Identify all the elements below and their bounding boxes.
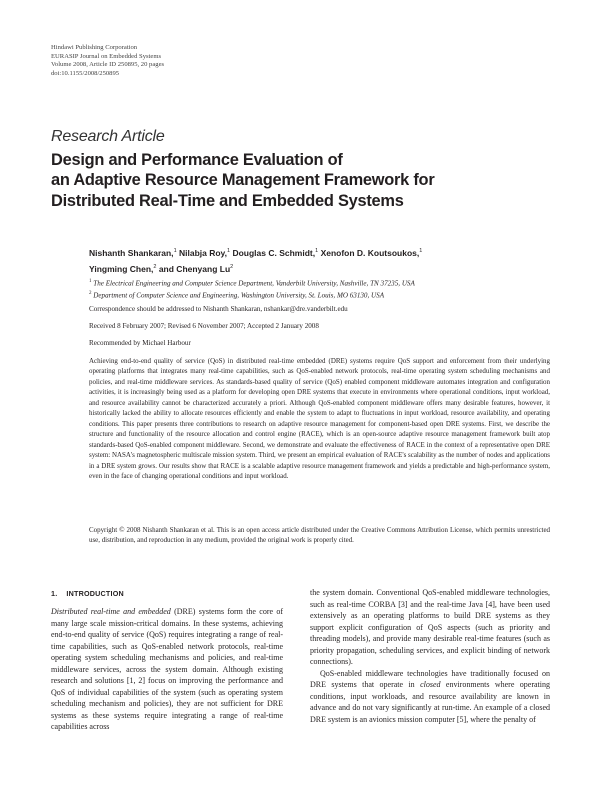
- journal-header: [51, 44, 164, 78]
- affiliation-1: [89, 277, 415, 289]
- affiliation-text: The Electrical Engineering and Computer Science Department, Vanderbilt University, Nashville, TN 37235, USA: [93, 279, 415, 288]
- journal-name-line: EURASIP Journal on Embedded Systems: [51, 52, 162, 60]
- author-line-1: [89, 244, 422, 260]
- paragraph-text: (DRE) systems form the core of many large scale mission-critical domains. In these systems, achieving end-to-end quality of service (QoS) requires integrating a range of real-time capabilities, such as QoS-enabled network protocols, real-time operating system scheduling mechanisms and policies, and real-time middleware services, across the system domain. Although existing research and solutions [1, 2] focus on improving the performance and QoS of individual capabilities of the system (such as operating system scheduling mechanism and policies), they are not sufficient for DRE systems as these systems require integrating a range of real-time capabilities across: [51, 607, 283, 731]
- author-name: Nilabja Roy,: [179, 247, 228, 258]
- author-name: Yingming Chen,: [89, 263, 154, 274]
- volume-line: Volume 2008, Article ID 250895, 20 pages: [51, 61, 165, 69]
- author-affil-mark: 1: [419, 248, 423, 254]
- article-dates: Received 8 February 2007; Revised 6 November 2007; Accepted 2 January 2008: [89, 322, 319, 330]
- author-name: Nishanth Shankaran,: [89, 247, 174, 258]
- author-affil-mark: 2: [153, 263, 157, 270]
- affiliation-2: [89, 289, 415, 301]
- paragraph-text: environments where operating conditions, input workloads, and resource availability are known in advance and do not vary significantly at run-time. An example of a closed DRE system is an avionics mission computer [5], where the penalty of: [310, 680, 550, 724]
- body-column-left: [51, 606, 283, 733]
- copyright-notice: Copyright © 2008 Nishanth Shankaran et al. This is an open access article distributed under the Creative Commons Attribution License, which permits unrestricted use, distribution, and reproduction in any medium, provided the original work is properly cited.: [89, 526, 550, 545]
- author-affil-mark: 1: [227, 248, 231, 254]
- article-type: Research Article: [51, 128, 165, 145]
- section-number: 1.: [51, 589, 58, 598]
- author-name: and Chenyang Lu: [158, 263, 231, 274]
- title-line: an Adaptive Resource Management Framework for: [51, 171, 435, 190]
- section-title: INTRODUCTION: [66, 589, 124, 598]
- author-affil-mark: 1: [315, 248, 319, 254]
- body-paragraph: [51, 606, 283, 733]
- italic-term: closed: [420, 680, 441, 689]
- body-column-right: [310, 587, 550, 725]
- abstract: Achieving end-to-end quality of service (QoS) in distributed real-time embedded (DRE) systems require QoS support and enforcement from their underlying operating platforms that integrates many real-time capabilities, such as QoS-enabled network protocols, real-time operating system scheduling mechanisms and policies, and real-time middleware services. As standards-based quality of service (QoS) enabled component middleware automates integration and configuration activities, it is increasingly being used as a platform for developing open DRE systems that execute in environments where operational conditions, input workload, and resource availability cannot be characterized accurately a priori. Although QoS-enabled component middleware offers many desirable features, however, it historically lacked the ability to allocate resources efficiently and enable the system to adapt to fluctuations in input workload, resource availability, and operating conditions. This paper presents three contributions to research on adaptive resource management for component-based open DRE systems. First, we describe the structure and functionality of the resource allocation and control engine (RACE), which is an open-source adaptive resource management framework built atop standards-based QoS-enabled component middleware. Second, we demonstrate and evaluate the effectiveness of RACE in the context of a representative open DRE system: NASA's magnetospheric multiscale mission system. Third, we present an empirical evaluation of RACE's scalability as the number of nodes and applications in a DRE system grows. Our results show that RACE is a scalable adaptive resource management framework and yields a predictable and high-performance system, even in the face of changing operational conditions and input workload.: [89, 357, 550, 480]
- doi-line[interactable]: doi:10.1155/2008/250895: [51, 69, 120, 77]
- author-affil-mark: 2: [230, 263, 234, 270]
- affiliation-mark: 1: [89, 279, 92, 284]
- author-affil-mark: 1: [173, 248, 177, 254]
- affiliations: [89, 277, 415, 301]
- recommended-by: Recommended by Michael Harbour: [89, 339, 191, 347]
- author-line-2: [89, 260, 422, 276]
- paper-title: [51, 150, 491, 211]
- author-list: [89, 244, 422, 276]
- body-paragraph: [310, 668, 550, 726]
- body-paragraph: the system domain. Conventional QoS-enabled middleware technologies, such as real-time CORBA [3] and the real-time Java [4], have been used extensively as an operating platforms to build DRE systems as they support explicit configuration of QoS aspects (such as priority and threading models), and provide many desirable real-time features (such as priority propagation, scheduling services, and explicit binding of network connections).: [310, 588, 550, 666]
- affiliation-text: Department of Computer Science and Engineering, Washington University, St. Louis, MO 63130, USA: [93, 291, 385, 300]
- correspondence: Correspondence should be addressed to Nishanth Shankaran, nshankar@dre.vanderbilt.edu: [89, 305, 348, 313]
- title-line: Distributed Real-Time and Embedded Systems: [51, 191, 404, 210]
- title-line: Design and Performance Evaluation of: [51, 151, 343, 169]
- author-name: Xenofon D. Koutsoukos,: [320, 247, 420, 258]
- italic-term: Distributed real-time and embedded: [51, 607, 171, 616]
- section-heading: [51, 589, 124, 598]
- publisher-line: Hindawi Publishing Corporation: [51, 44, 138, 51]
- affiliation-mark: 2: [89, 290, 92, 296]
- paragraph-text: QoS-enabled middleware technologies have traditionally focused on DRE systems that operate in: [310, 668, 550, 689]
- author-name: Douglas C. Schmidt,: [232, 247, 316, 258]
